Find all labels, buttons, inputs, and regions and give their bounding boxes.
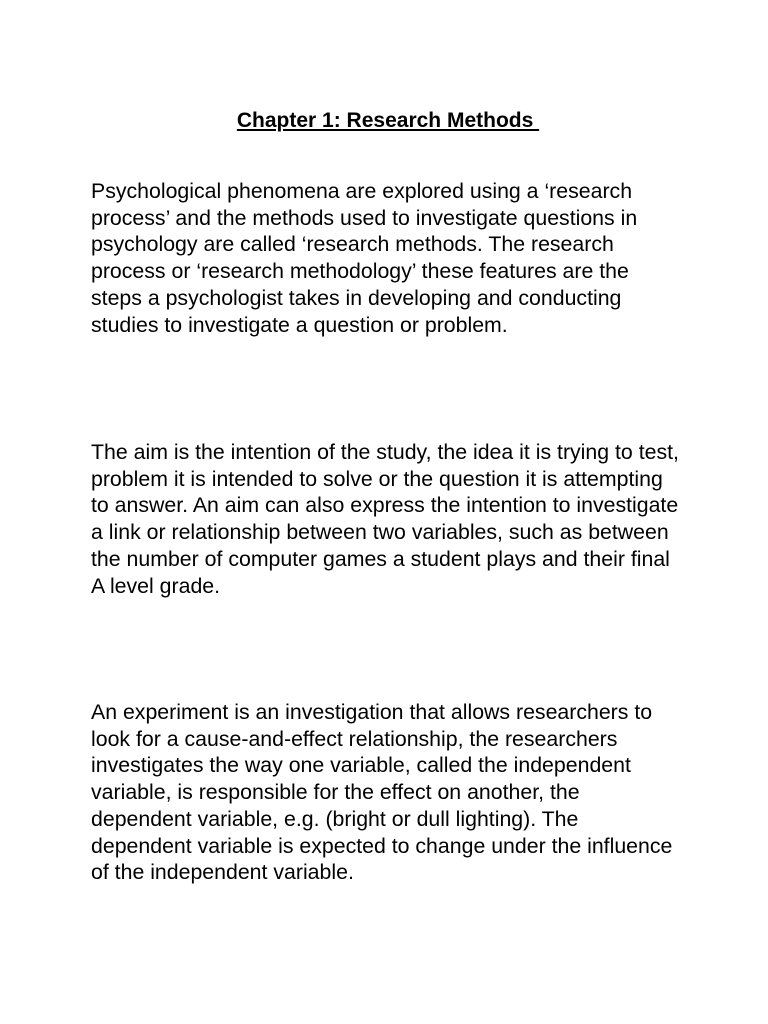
paragraph-research-process: Psychological phenomena are explored using a ‘research process’ and the methods used to investigate questions in psychology are called ‘research methods. The research process or ‘research methodology’ these features are the steps a psychologist takes in developing and conducting studies to investigate a question or problem.: [91, 179, 638, 337]
paragraph-aim: The aim is the intention of the study, the idea it is trying to test, problem it is intended to solve or the question it is attempting to answer. An aim can also express the intention to investigate a link or relationship between two variables, such as between the number of computer games a student plays and their final A level grade.: [91, 440, 679, 598]
paragraph-experiment: An experiment is an investigation that allows researchers to look for a cause-and-effect relationship, the researchers investigates the way one variable, called the independent variable, is responsible for the effect on another, the dependent variable, e.g. (bright or dull lighting). The dependent variable is expected to change under the influence of the independent variable.: [91, 700, 673, 885]
chapter-title: Chapter 1: Research Methods: [236, 109, 540, 133]
